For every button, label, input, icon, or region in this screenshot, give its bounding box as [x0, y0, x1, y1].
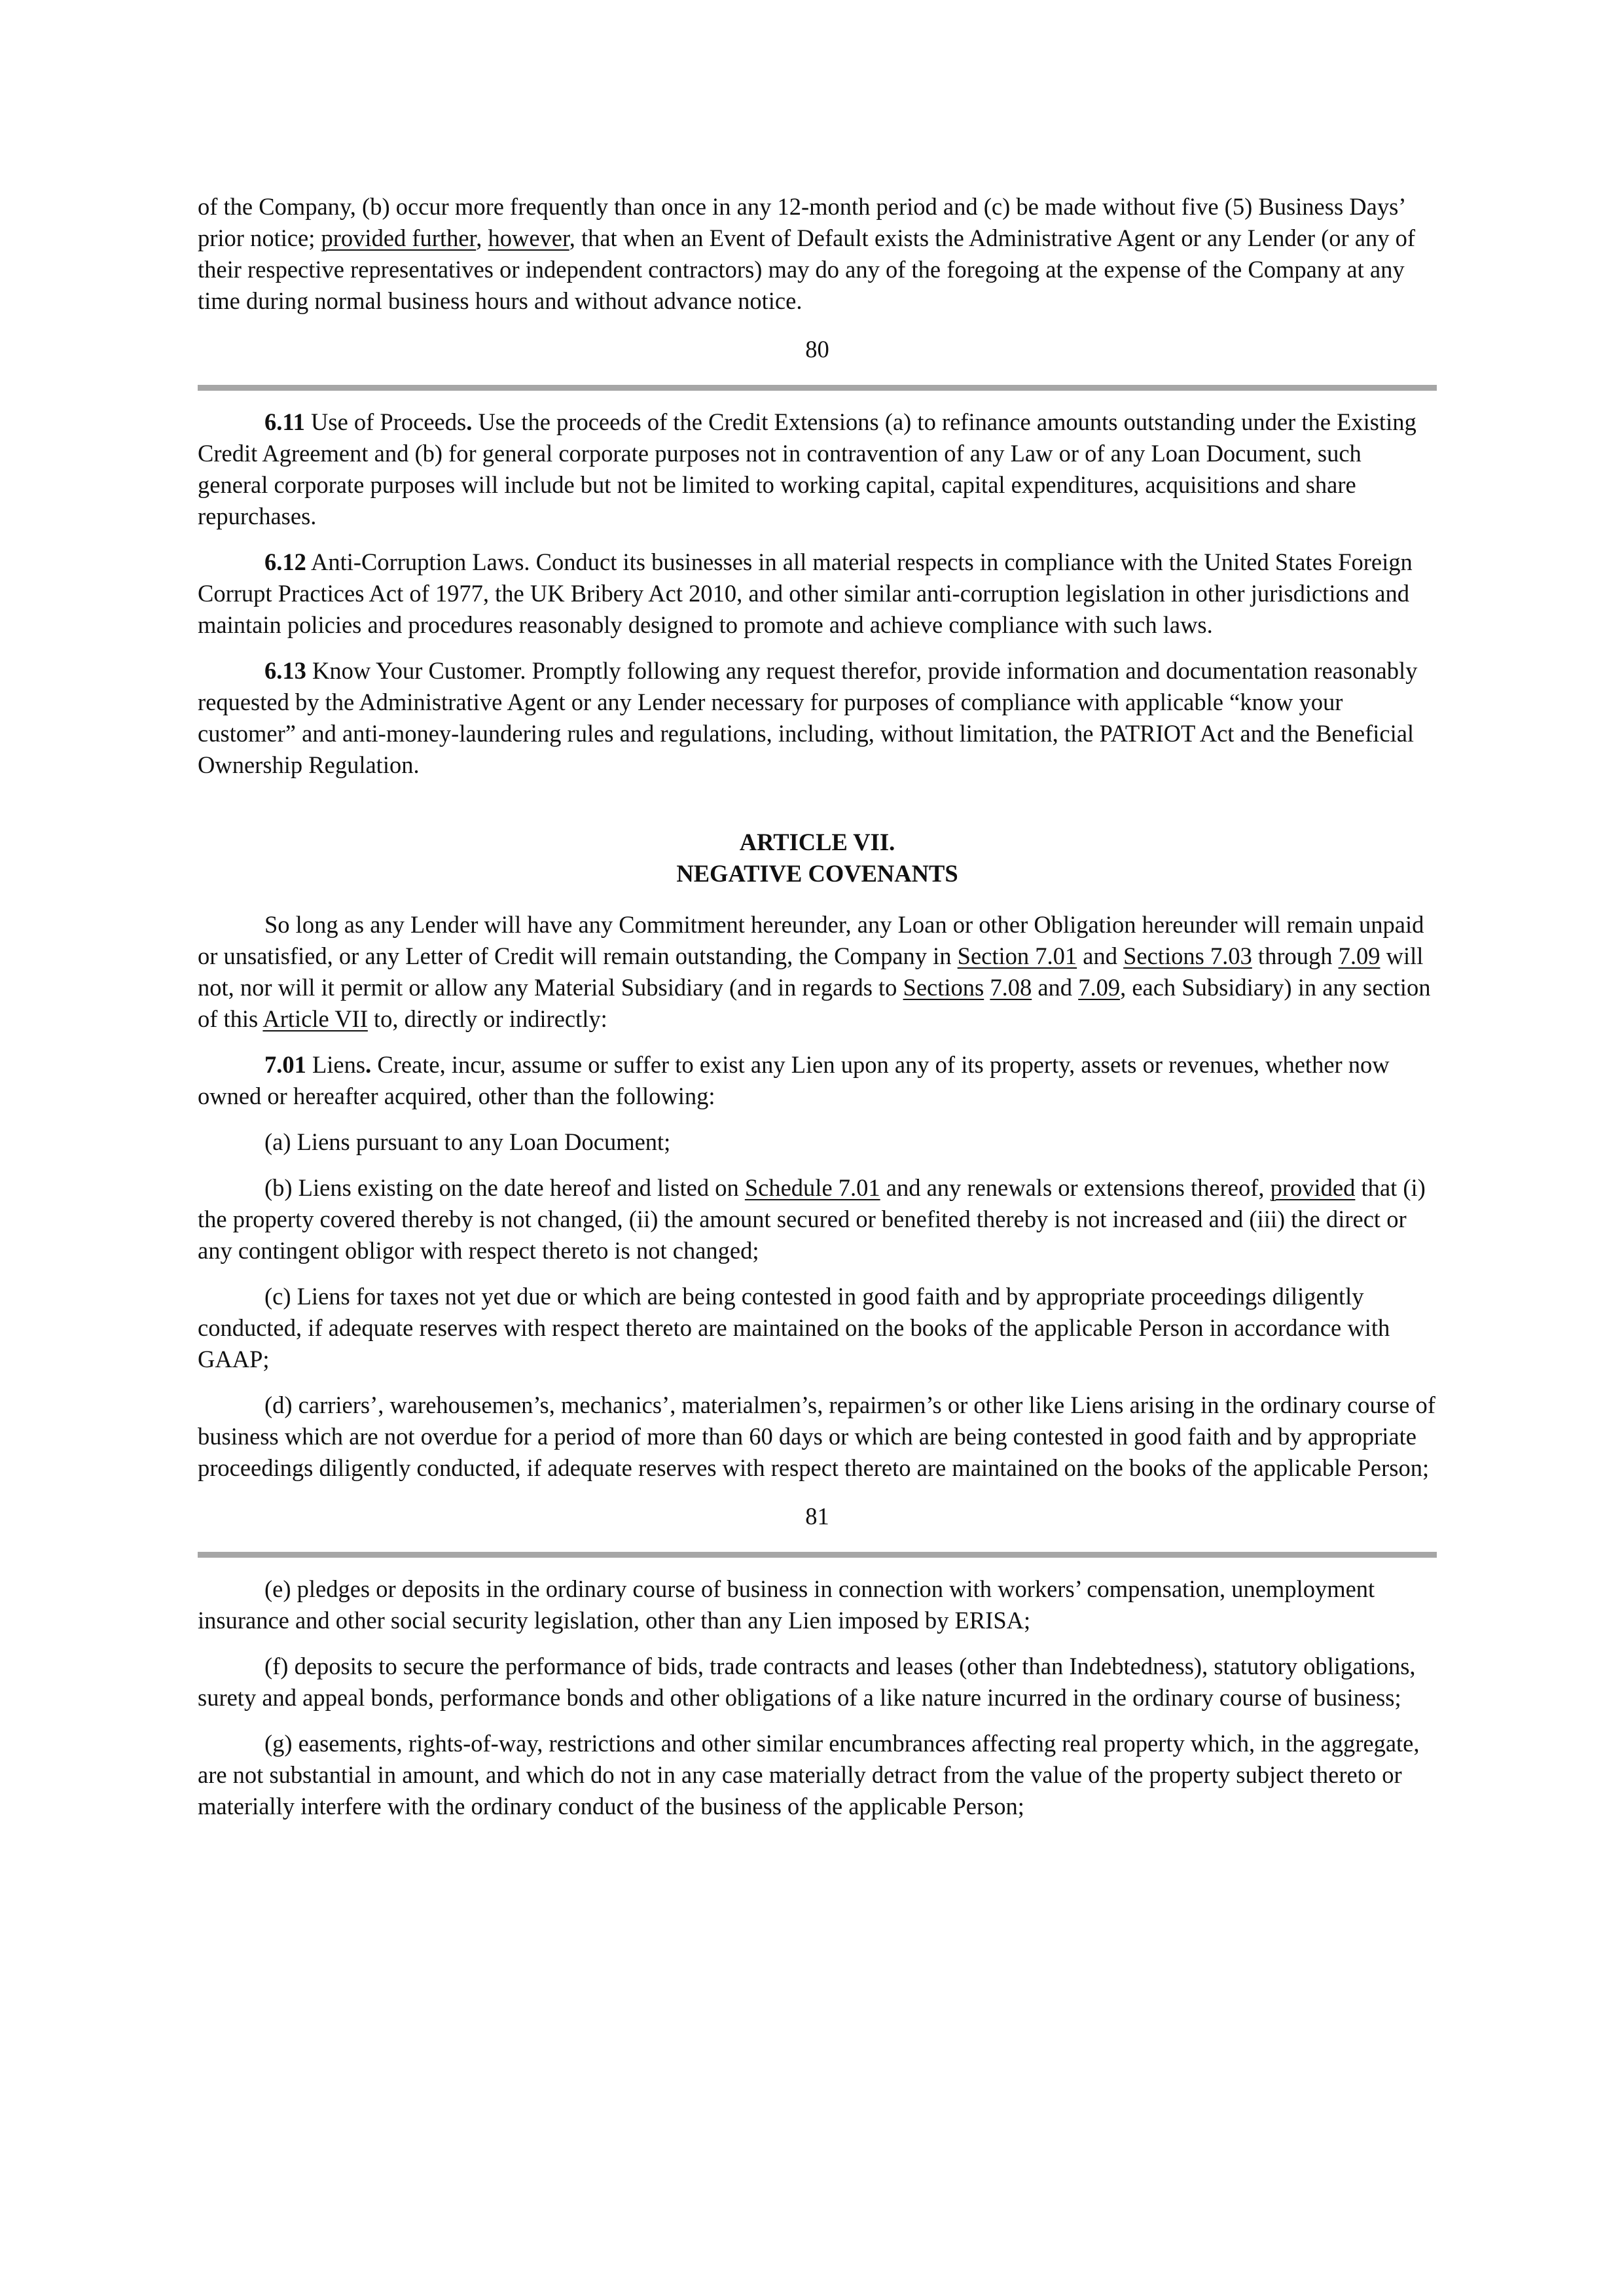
cross-reference: Article VII: [262, 1005, 368, 1032]
lien-item-e: (e) pledges or deposits in the ordinary course of business in connection with workers’ compensation, unemployment insurance and other social security legislation, other than any Lien imposed by ERISA;: [198, 1575, 1375, 1634]
page-number: 80: [805, 336, 829, 363]
lien-item-a: (a) Liens pursuant to any Loan Document;: [264, 1128, 671, 1155]
provided-further-term: provided further: [321, 224, 477, 251]
lien-item-g: (g) easements, rights-of-way, restrictions and other similar encumbrances affecting real property which, in the aggregate, are not substantial in amount, and which do not in any case materially detract from the value of the property subject thereto or materially interfere with the ordinary conduct of the business of the applicable Person;: [198, 1730, 1420, 1820]
cross-reference: 7.09: [1078, 974, 1121, 1001]
article-heading: [198, 827, 1437, 889]
cross-reference: Schedule 7.01: [744, 1174, 880, 1201]
section-6-12: 6.12 Anti-Corruption Laws. Conduct its businesses in all material respects in compliance with the United States Foreign Corrupt Practices Act of 1977, the UK Bribery Act 2010, and other similar anti-corruption legislation in other jurisdictions and maintain policies and procedures reasonably designed to promote and achieve compliance with such laws.: [198, 548, 1413, 638]
lien-item-b: (b) Liens existing on the date hereof and listed on Schedule 7.01 and any renewals or extensions thereof, provided that (i) the property covered thereby is not changed, (ii) the amount secured or benefited thereby is not increased and (iii) the direct or any contingent obligor with respect thereto is not changed;: [198, 1174, 1426, 1264]
section-title: Use of Proceeds: [304, 408, 467, 435]
page-divider: [198, 1552, 1437, 1558]
section-number: 6.12: [264, 548, 306, 575]
section-7-01: 7.01 Liens. Create, incur, assume or suffer to exist any Lien upon any of its property, assets or revenues, whether now owned or hereafter acquired, other than the following:: [198, 1051, 1390, 1109]
continued-paragraph: of the Company, (b) occur more frequently than once in any 12-month period and (c) be made without five (5) Business Days’ prior notice; provided further, however, that when an Event of Default exists the Administrative Agent or any Lender (or any of their respective representatives or independent contractors) may do any of the foregoing at the expense of the Company at any time during normal business hours and without advance notice.: [198, 193, 1416, 314]
page-divider: [198, 385, 1437, 391]
article-number: ARTICLE VII.: [739, 829, 895, 855]
lien-item-c: (c) Liens for taxes not yet due or which are being contested in good faith and by appropriate proceedings diligently conducted, if adequate reserves with respect thereto are maintained on the books of the applicable Person in accordance with GAAP;: [198, 1283, 1390, 1372]
cross-reference: Section 7.01: [957, 942, 1077, 969]
lien-item-d: (d) carriers’, warehousemen’s, mechanics’, materialmen’s, repairmen’s or other like Liens arising in the ordinary course of business which are not overdue for a period of more than 60 days or which are being contested in good faith and by appropriate proceedings diligently conducted, if adequate reserves with respect thereto are maintained on the books of the applicable Person;: [198, 1391, 1435, 1481]
cross-reference: Sections 7.03: [1123, 942, 1252, 969]
article-title: NEGATIVE COVENANTS: [676, 860, 958, 887]
however-term: however: [488, 224, 569, 251]
section-number: 7.01: [264, 1051, 306, 1078]
section-title: Liens: [306, 1051, 366, 1078]
section-number: 6.13: [264, 657, 306, 684]
lien-item-f: (f) deposits to secure the performance of bids, trade contracts and leases (other than Indebtedness), statutory obligations, surety and appeal bonds, performance bonds and other obligations of a like nature incurred in the ordinary course of business;: [198, 1653, 1416, 1711]
document-page: [198, 191, 1437, 1837]
provided-term: provided: [1270, 1174, 1356, 1201]
cross-reference: 7.09: [1338, 942, 1380, 969]
article-intro: So long as any Lender will have any Commitment hereunder, any Loan or other Obligation hereunder will remain unpaid or unsatisfied, or any Letter of Credit will remain outstanding, the Company in Section 7.01 and Sections 7.03 through 7.09 will not, nor will it permit or allow any Material Subsidiary (and in regards to Sections 7.08 and 7.09, each Subsidiary) in any section of this Article VII to, directly or indirectly:: [198, 911, 1431, 1032]
section-6-11: 6.11 Use of Proceeds. Use the proceeds of the Credit Extensions (a) to refinance amounts outstanding under the Existing Credit Agreement and (b) for general corporate purposes not in contravention of any Law or of any Loan Document, such general corporate purposes will include but not be limited to working capital, capital expenditures, acquisitions and share repurchases.: [198, 408, 1416, 529]
cross-reference: Sections: [903, 974, 984, 1001]
cross-reference: 7.08: [990, 974, 1032, 1001]
page-number: 81: [805, 1503, 829, 1530]
section-number: 6.11: [264, 408, 305, 435]
section-6-13: 6.13 Know Your Customer. Promptly following any request therefor, provide information and documentation reasonably requested by the Administrative Agent or any Lender necessary for purposes of compliance with applicable “know your customer” and anti-money-laundering rules and regulations, including, without limitation, the PATRIOT Act and the Beneficial Ownership Regulation.: [198, 657, 1418, 778]
